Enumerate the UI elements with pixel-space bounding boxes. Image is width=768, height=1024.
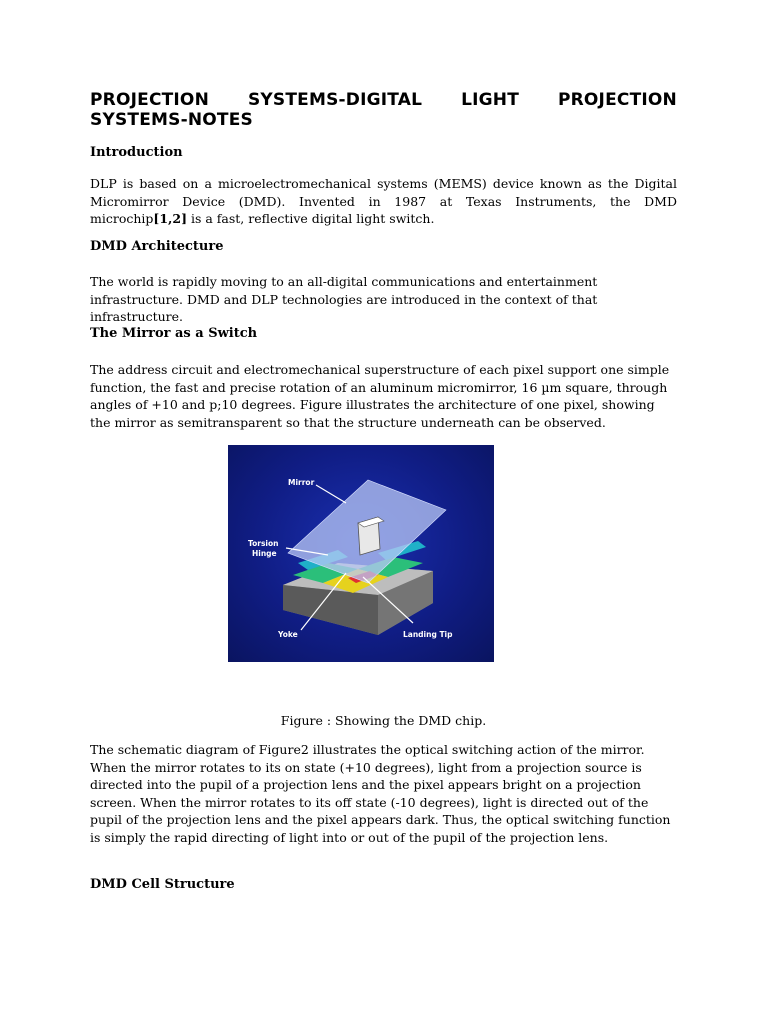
mirror-label: Mirror xyxy=(288,478,315,487)
introduction-paragraph xyxy=(90,175,677,228)
mirror-switch-heading: The Mirror as a Switch xyxy=(90,326,258,341)
title-word: SYSTEMS-DIGITAL xyxy=(247,90,423,110)
landing-tip-label: Landing Tip xyxy=(403,630,453,639)
introduction-heading: Introduction xyxy=(90,145,183,160)
title-line-1 xyxy=(90,90,677,110)
mirror-leader-line xyxy=(316,485,346,503)
schematic-paragraph: The schematic diagram of Figure2 illustrates the optical switching action of the mirror. When the mirror rotates to its on state (+10 degrees), light from a projection source is directed into the pupil of a projection lens and the pixel appears bright on a projection screen. When the mirror rotates to its off state (-10 degrees), light is directed out of the pupil of the projection lens and the pixel appears dark. Thus, the optical switching function is simply the rapid directing of light into or out of the pupil of the projection lens. xyxy=(90,742,671,845)
hinge-label: Hinge xyxy=(252,549,277,558)
cell-structure-heading: DMD Cell Structure xyxy=(90,877,235,892)
dmd-pixel-illustration xyxy=(228,445,494,662)
title-word: PROJECTION xyxy=(557,90,677,110)
introduction-text-end: is a fast, reflective digital light switch. xyxy=(186,211,435,226)
title-word: PROJECTION xyxy=(90,90,210,110)
mirror-switch-paragraph: The address circuit and electromechanical superstructure of each pixel support one simple function, the fast and precise rotation of an aluminum micromirror, 16 µm square, through angles of +10 and p;10 degrees. Figure illustrates the architecture of one pixel, showing the mirror as semitransparent so that the structure underneath can be observed. xyxy=(90,362,670,430)
dmd-architecture-paragraph: The world is rapidly moving to an all-digital communications and entertainment infrastructure. DMD and DLP technologies are introduced in the context of that infrastructure. xyxy=(90,274,598,324)
introduction-text: DLP is based on a microelectromechanical systems (MEMS) device known as the Digital Micromirror Device (DMD). Invented in 1987 at Texas Instruments, the DMD microchip xyxy=(90,176,677,226)
figure-caption: Figure : Showing the DMD chip. xyxy=(280,713,487,728)
document-title xyxy=(90,90,677,130)
reference-marker[interactable]: [1,2] xyxy=(153,211,187,226)
title-line-2: SYSTEMS-NOTES xyxy=(90,110,253,130)
yoke-label: Yoke xyxy=(278,630,298,639)
torsion-label: Torsion xyxy=(248,539,279,548)
dmd-architecture-heading: DMD Architecture xyxy=(90,239,224,254)
title-word: LIGHT xyxy=(461,90,520,110)
dmd-pixel-figure xyxy=(228,445,494,662)
